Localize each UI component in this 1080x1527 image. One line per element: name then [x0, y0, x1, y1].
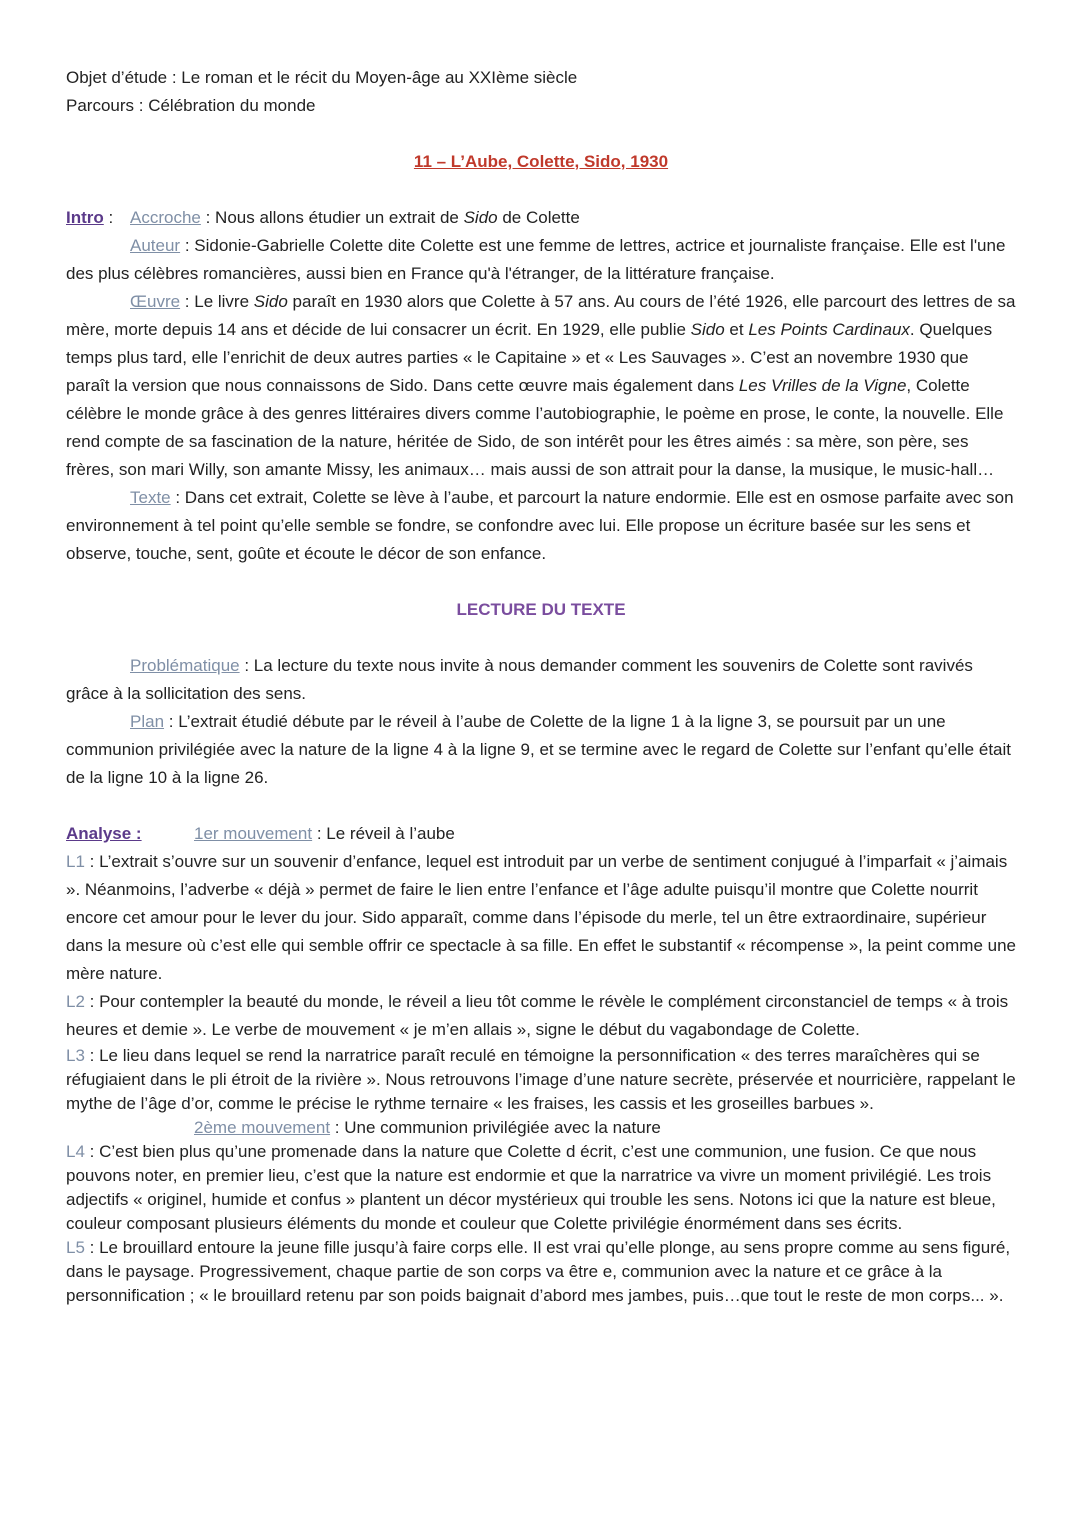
- oeuvre-label: Œuvre: [130, 292, 181, 311]
- analyse-l5: L5 : Le brouillard entoure la jeune fille jusqu’à faire corps elle. Il est vrai qu’elle plonge, au sens propre comme au sens figuré, dans le paysage. Progressivement, chaque partie de son corps va être e, communion avec la nature et ce grâce à la personnification ; « le brouillard retenu par son poids baignait d’abord mes jambes, puis…que tout le reste de mon corps... ».: [66, 1238, 1011, 1305]
- objet-line: Objet d’étude : Le roman et le récit du Moyen-âge au XXIème siècle: [66, 68, 578, 87]
- analyse-l2: L2 : Pour contempler la beauté du monde, le réveil a lieu tôt comme le révèle le complément circonstanciel de temps « à trois heures et demie ». Le verbe de mouvement « je m’en allais », signe le début du vagabondage de Colette.: [66, 992, 1009, 1039]
- intro-oeuvre: Œuvre : Le livre Sido paraît en 1930 alors que Colette à 57 ans. Au cours de l’été 1926, elle parcourt des lettres de sa mère, morte depuis 14 ans et décide de lui consacrer un écrit. En 1929, elle publie Sido et Les Points Cardinaux. Quelques temps plus tard, elle l’enrichit de deux autres parties « le Capitaine » et « Les Sauvages ». C’est an novembre 1930 que paraît la version que nous connaissons de Sido. Dans cette œuvre mais également dans Les Vrilles de la Vigne, Colette célèbre le monde grâce à des genres littéraires divers comme l’autobiographie, le poème en prose, le conte, la nouvelle. Elle rend compte de sa fascination de la nature, héritée de Sido, de son intérêt pour les êtres aimés : sa mère, son père, ses frères, son mari Willy, son amante Missy, les animaux… mais aussi de son attrait pour la danse, la musique, le music-hall…: [66, 292, 1016, 479]
- accroche-label: Accroche: [130, 208, 201, 227]
- document-title-text: 11 – L’Aube, Colette, Sido, 1930: [413, 152, 669, 171]
- analyse-l4: L4 : C’est bien plus qu’une promenade dans la nature que Colette d écrit, c’est une communion, une fusion. Ce que nous pouvons noter, en premier lieu, c’est que la nature est endormie et que la narratrice va vivre un moment privilégié. Les trois adjectifs « originel, humide et confus » plantent un décor mystérieux qui trouble les sens. Notons ici que la nature est bleue, couleur composant plusieurs éléments du monde et couleur que Colette privilégie énormément dans ses écrits.: [66, 1142, 996, 1233]
- problematique: Problématique : La lecture du texte nous invite à nous demander comment les souvenirs de Colette sont ravivés grâce à la sollicitation des sens.: [66, 656, 973, 703]
- plan: Plan : L’extrait étudié débute par le réveil à l’aube de Colette de la ligne 1 à la ligne 3, se poursuit par un une communion privilégiée avec la nature de la ligne 4 à la ligne 9, et se termine avec le regard de Colette sur l’enfant qu’elle était de la ligne 10 à la ligne 26.: [66, 712, 1011, 787]
- plan-label: Plan: [130, 712, 165, 731]
- analyse-mvt1: Analyse : 1er mouvement : Le réveil à l’aube: [66, 824, 455, 843]
- analyse-label: Analyse :: [66, 824, 142, 843]
- mvt2-label: 2ème mouvement: [194, 1118, 331, 1137]
- mvt1-label: 1er mouvement: [194, 824, 313, 843]
- lecture-heading: LECTURE DU TEXTE: [456, 600, 626, 619]
- analyse-mvt2: 2ème mouvement : Une communion privilégiée avec la nature: [194, 1118, 661, 1137]
- texte-label: Texte: [130, 488, 171, 507]
- intro-auteur: Auteur : Sidonie-Gabrielle Colette dite Colette est une femme de lettres, actrice et journaliste française. Elle est l'une des plus célèbres romancières, aussi bien en France qu'à l'étranger, de la littérature française.: [66, 236, 1006, 283]
- document-page: [66, 64, 1016, 1308]
- analyse-l3: L3 : Le lieu dans lequel se rend la narratrice paraît reculé en témoigne la personnification « des terres maraîchères qui se réfugiaient dans le pli étroit de la rivière ». Nous retrouvons l’image d’une nature secrète, préservée et nourricière, rappelant le mythe de l’âge d’or, comme le précise le rythme ternaire « les fraises, les cassis et les groseilles barbues ».: [66, 1046, 1016, 1113]
- document-title: [66, 148, 1016, 176]
- parcours-line: Parcours : Célébration du monde: [66, 96, 316, 115]
- analyse-l1: L1 : L’extrait s’ouvre sur un souvenir d’enfance, lequel est introduit par un verbe de sentiment conjugué à l’imparfait « j’aimais ». Néanmoins, l’adverbe « déjà » permet de faire le lien entre l’enfance et l’âge adulte puisqu’il montre que Colette nourrit encore cet amour pour le lever du jour. Sido apparaît, comme dans l’épisode du merle, tel un être extraordinaire, supérieur dans la mesure où c’est elle qui semble offrir ce spectacle à sa fille. En effet le substantif « récompense », la peint comme une mère nature.: [66, 852, 1016, 983]
- intro-texte: Texte : Dans cet extrait, Colette se lève à l’aube, et parcourt la nature endormie. Elle est en osmose parfaite avec son environnement à tel point qu’elle semble se fondre, se confondre avec lui. Elle propose un écriture basée sur les sens et observe, touche, sent, goûte et écoute le décor de son enfance.: [66, 488, 1014, 563]
- intro-accroche: Intro :Accroche : Nous allons étudier un extrait de Sido de Colette: [66, 208, 580, 227]
- problematique-label: Problématique: [130, 656, 240, 675]
- auteur-label: Auteur: [130, 236, 181, 255]
- intro-label: Intro: [66, 208, 104, 227]
